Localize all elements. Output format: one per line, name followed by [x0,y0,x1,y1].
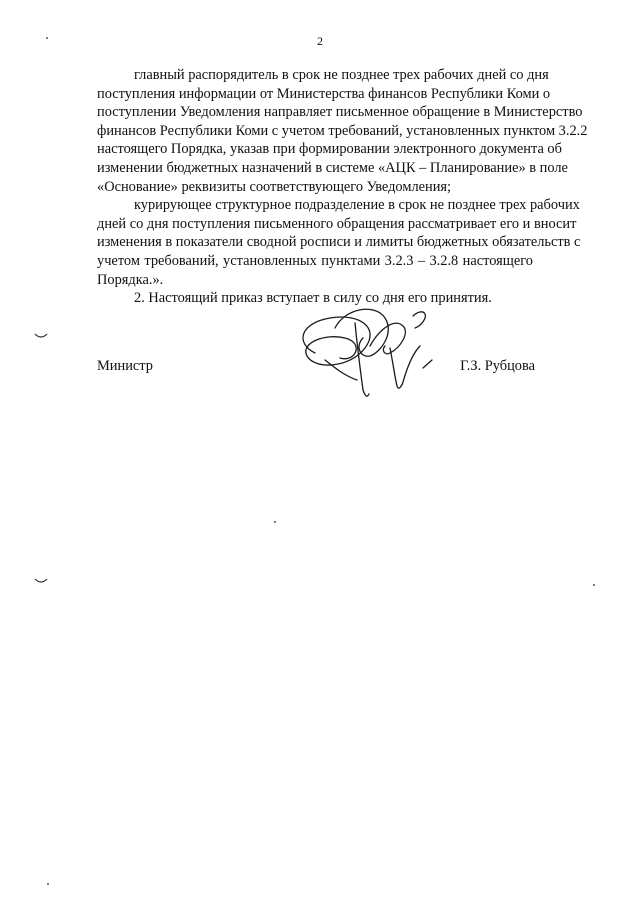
text-line: Порядка.». [97,271,164,288]
text-line: изменения в показатели сводной росписи и лимиты бюджетных обязательств с [97,234,581,251]
scan-speck [47,883,49,885]
scan-speck [593,584,595,586]
text-line: курирующее структурное подразделение в срок не позднее трех рабочих [134,197,580,214]
signatory-name: Г.З. Рубцова [460,358,535,374]
text-line: учетом требований, установленных пунктами 3.2.3 – 3.2.8 настоящего [97,252,533,269]
document-body [97,66,588,308]
scan-punch-mark [34,333,48,339]
paragraph-main-distributor [97,66,588,196]
signatory-title: Министр [97,358,153,374]
scan-speck [274,521,276,523]
text-line: настоящего Порядка, указав при формировании электронного документа об [97,141,562,158]
text-line: «Основание» реквизиты соответствующего Уведомления; [97,178,452,195]
page-number: 2 [317,34,323,48]
text-line: изменении бюджетных назначений в системе «АЦК – Планирование» в поле [97,159,568,176]
text-line: поступления информации от Министерства финансов Республики Коми о [97,85,551,102]
text-line: финансов Республики Коми с учетом требований, установленных пунктом 3.2.2 [97,122,588,139]
scan-punch-mark [34,578,48,584]
text-line: главный распорядитель в срок не позднее трех рабочих дней со дня [134,67,549,83]
text-line: 2. Настоящий приказ вступает в силу со дня его принятия. [134,290,492,307]
text-line: поступлении Уведомления направляет письменное обращение в Министерство [97,104,583,121]
text-line: дней со дня поступления письменного обращения рассматривает его и вносит [97,215,577,232]
handwritten-signature [285,298,445,408]
scan-speck [46,37,48,39]
paragraph-supervising-unit [97,196,581,289]
